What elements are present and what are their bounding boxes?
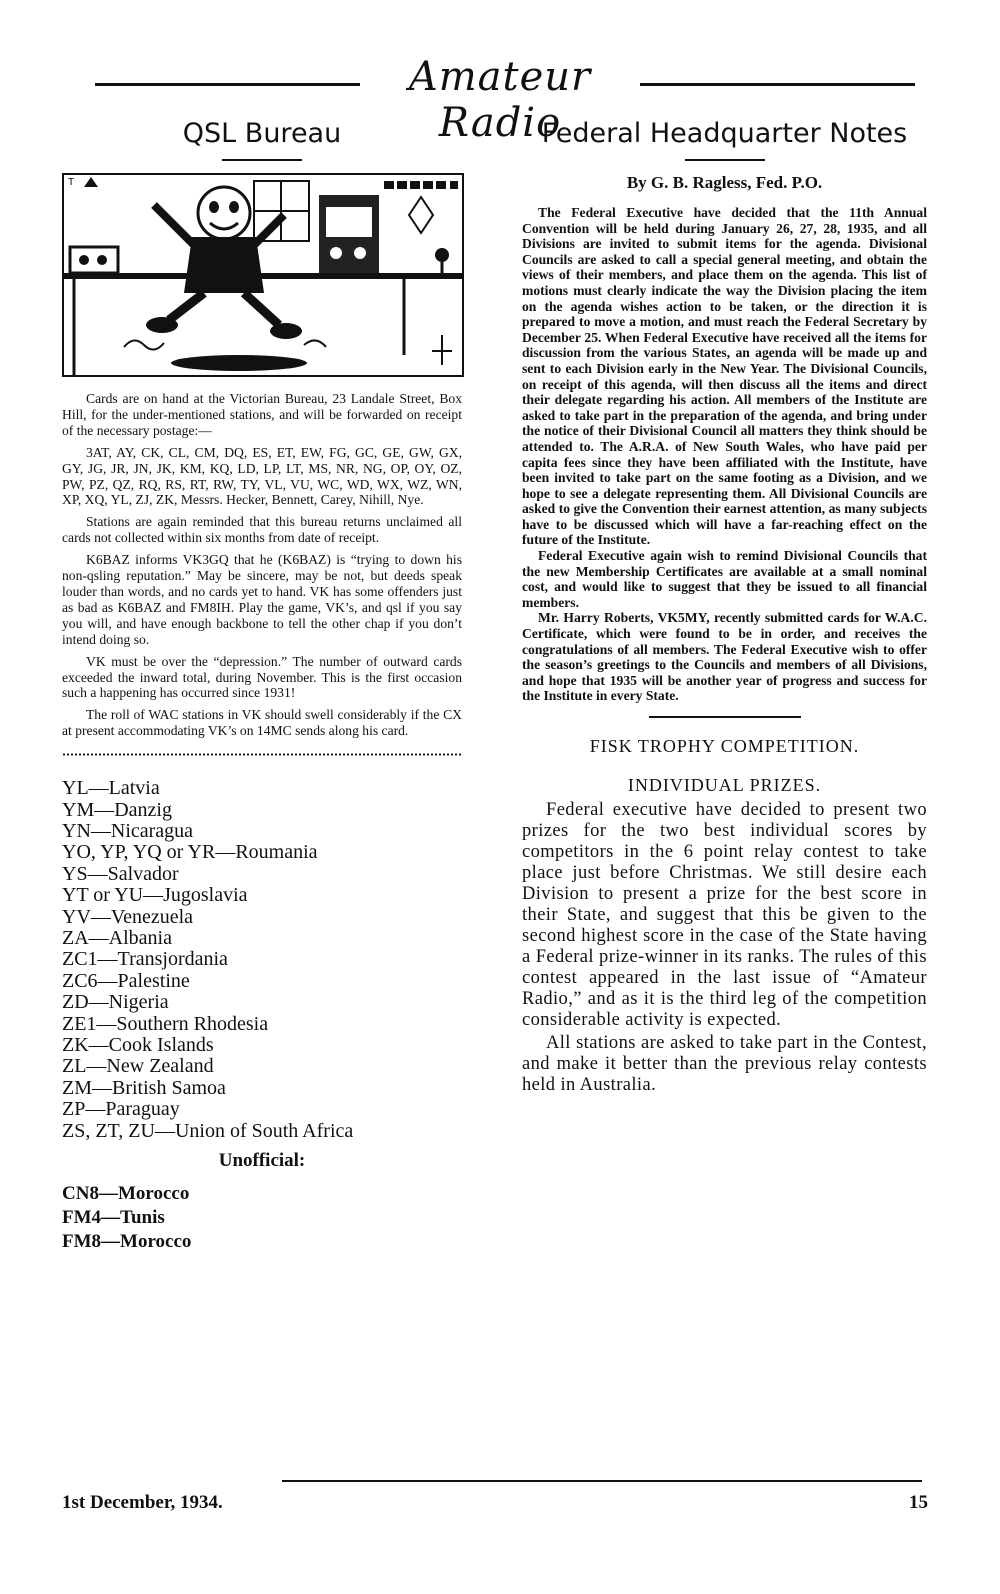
prefix-item: ZP—Paraguay — [62, 1098, 180, 1121]
heading-rule — [222, 159, 302, 161]
prefix-item: YL—Latvia — [62, 777, 160, 800]
fisk-paragraph-2: All stations are asked to take part in the Contest, and make it better than the previous relay contests held in Australia. — [522, 1033, 927, 1095]
unofficial-item: FM4—Tunis — [62, 1207, 165, 1229]
prefix-item: ZE1—Southern Rhodesia — [62, 1012, 269, 1035]
qsl-bureau-heading: QSL Bureau — [182, 118, 342, 149]
federal-paragraph-1: The Federal Executive have decided that the 11th Annual Convention will be held during January 26, 27, 28, 1935, and all Divisions are invited to submit items for the agenda. Divisional Councils are asked to call a special general meeting, and obtain the views of their members, and place them on the agenda. This list of motions must clearly indicate the way the Division placing the item on the agenda wishes action to be taken, or the direction it is prepared to move a motion, and must reach the Federal Secretary by December 25. When Federal Executive have received all the items for discussion from the various States, an agenda will be made up and sent to each Division early in the New Year. The Divisional Councils, on receipt of this agenda, will then discuss all the items and direct their delegate regarding his action. All members of the Institute are asked to take part in the preparation of the agenda, and bring under the notice of their Divisional Council all matters they think should be attended to. The A.R.A. of New South Wales, who have paid per capita fees since they have been affiliated with the Institute, have been invited to take part on the same footing as a Division, and we hope to see a delegate representing them. All Divisional Councils are asked to give the Convention their earnest attention, as many subjects have to be discussed which will have a far-reaching effect on the future of the Institute. — [522, 205, 927, 548]
footer-rule — [282, 1480, 922, 1482]
page-number: 15 — [909, 1492, 928, 1513]
masthead-rule-left — [95, 83, 360, 86]
qsl-callsign-list: 3AT, AY, CK, CL, CM, DQ, ES, ET, EW, FG, GC, GE, GW, GX, GY, JG, JR, JN, JK, KM, KQ, LD, LP, LT, MS, NR, NG, OP, OY, OZ, PW, PZ, QZ, RQ, RS, RT, RW, TY, VL, VU, WC, WD, WX, WZ, WN, XP, XQ, YL, ZJ, ZK, Messrs. Hecker, Bennett, Carey, Nihill, Nye. — [62, 444, 462, 508]
federal-notes-heading: Federal Headquarter Notes — [541, 118, 908, 149]
prefix-item: ZM—British Samoa — [62, 1076, 226, 1099]
qsl-paragraph-6: The roll of WAC stations in VK should swell considerably if the CX at present accommodating VK’s on 14MC sends along his card. — [62, 707, 462, 739]
qsl-paragraph-4: K6BAZ informs VK3GQ that he (K6BAZ) is “trying to down his non-qsling reputation.” May be sincere, may be not, but deeds speak louder than words, and no cards yet to hand. VK has some offenders just as bad as K6BAZ and FM8IH. Play the game, VK’s, and qsl if you say you will, and have enough backbone to tell the other chap if you don’t intend doing so. — [62, 552, 462, 647]
qsl-paragraph-5: VK must be over the “depression.” The number of outward cards exceeded the inward total, during November. This is the first occasion such a happening has occurred since 1931! — [62, 653, 462, 701]
federal-paragraph-2: Federal Executive again wish to remind Divisional Councils that the new Membership Certificates are available at a small nominal cost, and would like to suggest that they be issued to all financial members. — [522, 548, 927, 610]
unofficial-item: FM8—Morocco — [62, 1231, 192, 1253]
unofficial-list — [62, 1182, 462, 1254]
federal-paragraph-3: Mr. Harry Roberts, VK5MY, recently submitted cards for W.A.C. Certificate, which were found to be in order, and receives the congratulations of all members. The Federal Executive wish to offer the season’s greetings to the Councils and members of all Divisions, and hope that 1935 will be another year of progress and success for the Institute in every State. — [522, 610, 927, 704]
right-column — [522, 110, 927, 1098]
unofficial-item: CN8—Morocco — [62, 1183, 190, 1205]
qsl-paragraph-3: Stations are again reminded that this bureau returns unclaimed all cards not collected within six months from date of receipt. — [62, 514, 462, 546]
cartoon-drawing — [64, 175, 462, 375]
unofficial-heading: Unofficial: — [218, 1150, 306, 1172]
prefix-item: ZC6—Palestine — [62, 969, 190, 992]
prefix-item: ZA—Albania — [62, 926, 172, 949]
left-column — [62, 110, 462, 1254]
prefix-item: YS—Salvador — [62, 862, 179, 885]
qsl-paragraph-1: Cards are on hand at the Victorian Bureau, 23 Landale Street, Box Hill, for the under-mentioned stations, and will be forwarded on receipt of the necessary postage:— — [62, 391, 462, 438]
svg-text:T: T — [68, 177, 75, 188]
footer-date: 1st December, 1934. — [62, 1492, 223, 1513]
prefix-item: YO, YP, YQ or YR—Roumania — [62, 841, 318, 864]
prefix-list — [62, 778, 462, 1142]
section-divider — [649, 716, 801, 718]
dotted-divider — [62, 753, 462, 756]
fisk-trophy-heading: FISK TROPHY COMPETITION. — [589, 736, 860, 756]
prefix-item: ZC1—Transjordania — [62, 948, 228, 971]
prefix-item: ZS, ZT, ZU—Union of South Africa — [62, 1119, 354, 1142]
prefix-item: ZD—Nigeria — [62, 991, 169, 1014]
prefix-item: ZK—Cook Islands — [62, 1034, 214, 1056]
prefix-item: YN—Nicaragua — [62, 819, 194, 842]
prefix-item: ZL—New Zealand — [62, 1055, 214, 1078]
masthead-title: Amateur Radio — [408, 54, 592, 146]
cartoon-illustration — [62, 173, 464, 377]
prefix-item: YV—Venezuela — [62, 905, 194, 928]
byline: By G. B. Ragless, Fed. P.O. — [626, 173, 823, 192]
heading-rule — [685, 159, 765, 161]
prefix-item: YM—Danzig — [62, 798, 172, 821]
prefix-item: YT or YU—Jugoslavia — [62, 884, 248, 907]
individual-prizes-subheading: INDIVIDUAL PRIZES. — [627, 775, 822, 795]
fisk-paragraph-1: Federal executive have decided to present two prizes for the two best individual scores by competitors in the 6 point relay contest to take place just before Christmas. We still desire each Division to present a prize for the best score in their State, and suggest that this be given to the second highest score in the case of the State having a Federal prize-winner in its ranks. The rules of this contest appeared in the last issue of “Amateur Radio,” and as it is the third leg of the competition considerable activity is expected. — [522, 800, 927, 1030]
masthead-rule-right — [640, 83, 915, 86]
